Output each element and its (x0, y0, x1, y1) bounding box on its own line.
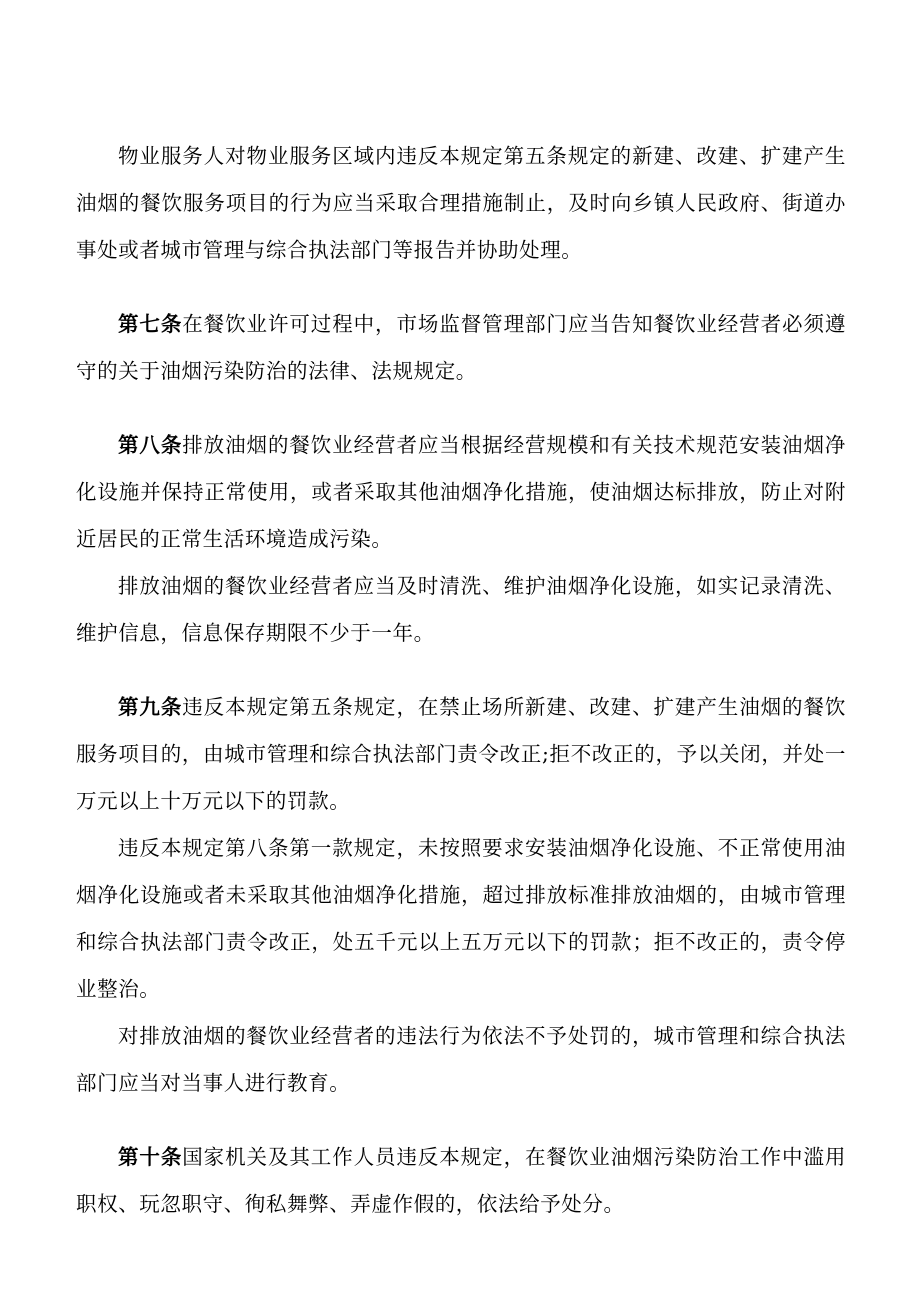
document-body (76, 133, 846, 1228)
article-8-clause-2 (76, 563, 846, 657)
article-label: 第八条 (118, 433, 183, 457)
paragraph-text: 排放油烟的餐饮业经营者应当根据经营规模和有关技术规范安装油烟净化设施并保持正常使用，或者采取其他油烟净化措施，使油烟达标排放，防止对附近居民的正常生活环境造成污染。 (76, 433, 846, 551)
article-label: 第十条 (118, 1145, 183, 1169)
article-10 (76, 1134, 846, 1228)
paragraph-text: 国家机关及其工作人员违反本规定，在餐饮业油烟污染防治工作中滥用职权、玩忽职守、徇私舞弊、弄虚作假的，依法给予处分。 (76, 1145, 846, 1216)
paragraph-text: 排放油烟的餐饮业经营者应当及时清洗、维护油烟净化设施，如实记录清洗、维护信息，信息保存期限不少于一年。 (76, 574, 846, 645)
article-9-clause-3 (76, 1013, 846, 1107)
paragraph-text: 对排放油烟的餐饮业经营者的违法行为依法不予处罚的，城市管理和综合执法部门应当对当事人进行教育。 (76, 1024, 846, 1095)
article-8 (76, 422, 846, 563)
article-9-clause-2 (76, 825, 846, 1013)
paragraph-text: 在餐饮业许可过程中，市场监督管理部门应当告知餐饮业经营者必须遵守的关于油烟污染防治的法律、法规规定。 (76, 312, 846, 383)
article-label: 第九条 (118, 695, 183, 719)
paragraph-text: 物业服务人对物业服务区域内违反本规定第五条规定的新建、改建、扩建产生油烟的餐饮服务项目的行为应当采取合理措施制止，及时向乡镇人民政府、街道办事处或者城市管理与综合执法部门等报告并协助处理。 (76, 144, 846, 262)
article-9 (76, 684, 846, 825)
article-7 (76, 301, 846, 395)
paragraph-property-service (76, 133, 846, 274)
paragraph-text: 违反本规定第八条第一款规定，未按照要求安装油烟净化设施、不正常使用油烟净化设施或者未采取其他油烟净化措施，超过排放标准排放油烟的，由城市管理和综合执法部门责令改正，处五千元以上五万元以下的罚款；拒不改正的，责令停业整治。 (76, 836, 846, 1001)
paragraph-text: 违反本规定第五条规定，在禁止场所新建、改建、扩建产生油烟的餐饮服务项目的，由城市管理和综合执法部门责令改正;拒不改正的，予以关闭，并处一万元以上十万元以下的罚款。 (76, 695, 846, 813)
article-label: 第七条 (118, 312, 183, 336)
